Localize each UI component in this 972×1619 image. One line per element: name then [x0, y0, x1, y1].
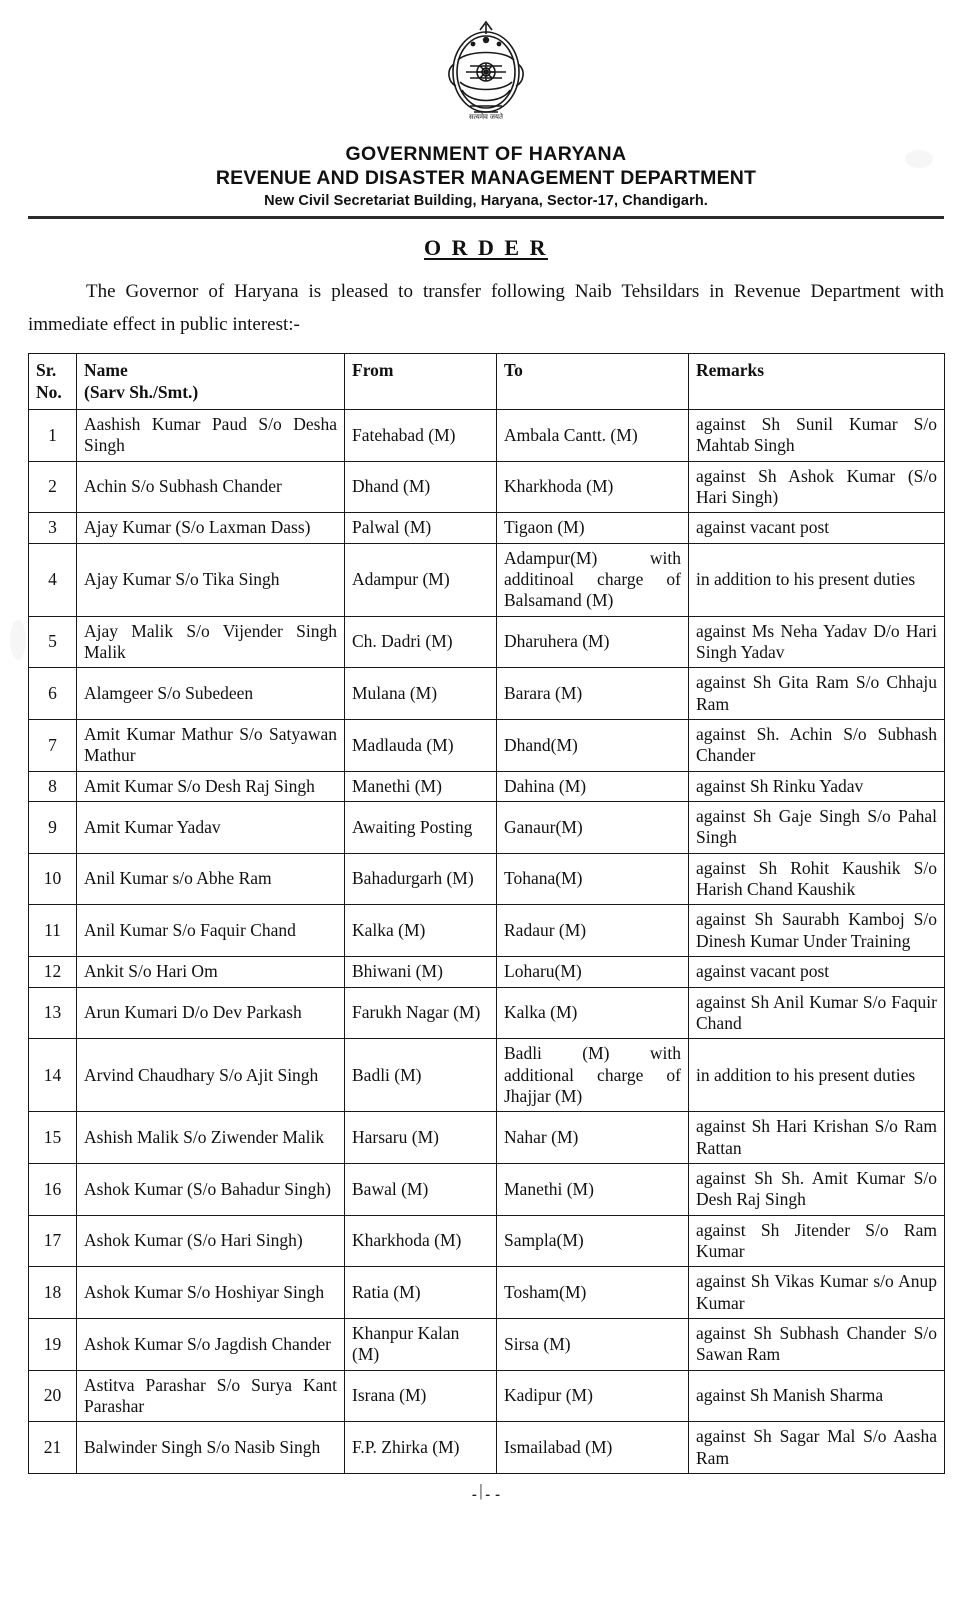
cell-from: Palwal (M) [345, 513, 497, 543]
order-heading: O R D E R [424, 234, 548, 260]
cell-to: Dahina (M) [497, 771, 689, 801]
cell-sr-no: 8 [29, 771, 77, 801]
table-row [29, 1215, 945, 1267]
cell-to: Sampla(M) [497, 1215, 689, 1267]
cell-to: Adampur(M) with additinoal charge of Balsamand (M) [497, 543, 689, 616]
cell-sr-no: 19 [29, 1318, 77, 1370]
table-row [29, 905, 945, 957]
cell-name: Alamgeer S/o Subedeen [77, 668, 345, 720]
cell-to: Ambala Cantt. (M) [497, 409, 689, 461]
cell-from: Fatehabad (M) [345, 409, 497, 461]
cell-from: Kalka (M) [345, 905, 497, 957]
cell-remarks: against Sh Jitender S/o Ram Kumar [689, 1215, 945, 1267]
cell-to: Tigaon (M) [497, 513, 689, 543]
table-row [29, 409, 945, 461]
table-row [29, 957, 945, 987]
cell-sr-no: 16 [29, 1163, 77, 1215]
cell-from: Adampur (M) [345, 543, 497, 616]
cell-from: Manethi (M) [345, 771, 497, 801]
cell-name: Achin S/o Subhash Chander [77, 461, 345, 513]
cell-to: Tosham(M) [497, 1267, 689, 1319]
cell-from: Kharkhoda (M) [345, 1215, 497, 1267]
cell-sr-no: 14 [29, 1039, 77, 1112]
page-footer-mark: ۔۔|۔ [469, 1481, 503, 1501]
cell-from: Harsaru (M) [345, 1112, 497, 1164]
cell-sr-no: 11 [29, 905, 77, 957]
table-row [29, 543, 945, 616]
cell-from: Awaiting Posting [345, 802, 497, 854]
cell-to: Tohana(M) [497, 853, 689, 905]
table-row [29, 513, 945, 543]
cell-remarks: against Sh Vikas Kumar s/o Anup Kumar [689, 1267, 945, 1319]
table-row [29, 802, 945, 854]
cell-sr-no: 12 [29, 957, 77, 987]
cell-remarks: against vacant post [689, 957, 945, 987]
table-row [29, 461, 945, 513]
paper-smudge [10, 620, 26, 660]
table-row [29, 853, 945, 905]
cell-from: Khanpur Kalan (M) [345, 1318, 497, 1370]
cell-name: Arvind Chaudhary S/o Ajit Singh [77, 1039, 345, 1112]
cell-remarks: against Sh Rinku Yadav [689, 771, 945, 801]
column-header-sr-no [29, 354, 77, 410]
cell-sr-no: 21 [29, 1422, 77, 1474]
cell-name: Ashok Kumar (S/o Bahadur Singh) [77, 1163, 345, 1215]
cell-name: Arun Kumari D/o Dev Parkash [77, 987, 345, 1039]
cell-remarks: against Sh Gaje Singh S/o Pahal Singh [689, 802, 945, 854]
cell-to: Kharkhoda (M) [497, 461, 689, 513]
order-intro [28, 275, 944, 342]
cell-remarks: against Sh Gita Ram S/o Chhaju Ram [689, 668, 945, 720]
emblem-container [28, 10, 944, 138]
cell-name: Amit Kumar S/o Desh Raj Singh [77, 771, 345, 801]
cell-to: Dharuhera (M) [497, 616, 689, 668]
cell-from: Ratia (M) [345, 1267, 497, 1319]
cell-from: Badli (M) [345, 1039, 497, 1112]
table-row [29, 987, 945, 1039]
cell-name: Anil Kumar s/o Abhe Ram [77, 853, 345, 905]
cell-sr-no: 15 [29, 1112, 77, 1164]
svg-text:सत्यमेव जयते: सत्यमेव जयते [469, 113, 503, 121]
cell-remarks: against Sh. Achin S/o Subhash Chander [689, 720, 945, 772]
header-divider [28, 216, 944, 219]
table-row [29, 1318, 945, 1370]
column-header-name-line1: Name [84, 360, 128, 381]
cell-from: Dhand (M) [345, 461, 497, 513]
column-header-name [77, 354, 345, 410]
cell-from: Ch. Dadri (M) [345, 616, 497, 668]
cell-from: Mulana (M) [345, 668, 497, 720]
cell-remarks: against Sh Sh. Amit Kumar S/o Desh Raj Singh [689, 1163, 945, 1215]
cell-to: Badli (M) with additional charge of Jhajjar (M) [497, 1039, 689, 1112]
cell-to: Loharu(M) [497, 957, 689, 987]
cell-from: Bahadurgarh (M) [345, 853, 497, 905]
cell-sr-no: 17 [29, 1215, 77, 1267]
cell-remarks: against Sh Rohit Kaushik S/o Harish Chand Kaushik [689, 853, 945, 905]
cell-to: Sirsa (M) [497, 1318, 689, 1370]
cell-name: Amit Kumar Mathur S/o Satyawan Mathur [77, 720, 345, 772]
cell-remarks: against vacant post [689, 513, 945, 543]
table-header-row [29, 354, 945, 410]
cell-sr-no: 4 [29, 543, 77, 616]
cell-to: Ismailabad (M) [497, 1422, 689, 1474]
cell-sr-no: 9 [29, 802, 77, 854]
cell-remarks: against Sh Anil Kumar S/o Faquir Chand [689, 987, 945, 1039]
cell-sr-no: 13 [29, 987, 77, 1039]
cell-sr-no: 1 [29, 409, 77, 461]
table-row [29, 1267, 945, 1319]
cell-name: Ashish Malik S/o Ziwender Malik [77, 1112, 345, 1164]
table-header [29, 354, 945, 410]
cell-remarks: against Sh Sunil Kumar S/o Mahtab Singh [689, 409, 945, 461]
cell-sr-no: 5 [29, 616, 77, 668]
cell-name: Ajay Malik S/o Vijender Singh Malik [77, 616, 345, 668]
cell-sr-no: 20 [29, 1370, 77, 1422]
cell-name: Ashok Kumar S/o Hoshiyar Singh [77, 1267, 345, 1319]
cell-name: Astitva Parashar S/o Surya Kant Parashar [77, 1370, 345, 1422]
cell-to: Nahar (M) [497, 1112, 689, 1164]
cell-name: Aashish Kumar Paud S/o Desha Singh [77, 409, 345, 461]
cell-from: Bhiwani (M) [345, 957, 497, 987]
cell-name: Ajay Kumar (S/o Laxman Dass) [77, 513, 345, 543]
cell-from: F.P. Zhirka (M) [345, 1422, 497, 1474]
column-header-sr-line2: No. [36, 381, 62, 402]
table-row [29, 720, 945, 772]
cell-sr-no: 7 [29, 720, 77, 772]
cell-remarks: against Sh Ashok Kumar (S/o Hari Singh) [689, 461, 945, 513]
cell-remarks: against Sh Subhash Chander S/o Sawan Ram [689, 1318, 945, 1370]
cell-remarks: in addition to his present duties [689, 1039, 945, 1112]
cell-to: Kadipur (M) [497, 1370, 689, 1422]
department-address: New Civil Secretariat Building, Haryana, Sector-17, Chandigarh. [264, 192, 708, 209]
table-row [29, 616, 945, 668]
cell-from: Israna (M) [345, 1370, 497, 1422]
table-row [29, 1163, 945, 1215]
cell-sr-no: 3 [29, 513, 77, 543]
cell-to: Dhand(M) [497, 720, 689, 772]
government-name: GOVERNMENT OF HARYANA [345, 143, 627, 165]
column-header-to: To [497, 354, 689, 410]
cell-from: Madlauda (M) [345, 720, 497, 772]
cell-to: Barara (M) [497, 668, 689, 720]
cell-to: Radaur (M) [497, 905, 689, 957]
table-row [29, 668, 945, 720]
transfer-table [28, 353, 945, 1474]
cell-remarks: against Sh Sagar Mal S/o Aasha Ram [689, 1422, 945, 1474]
table-row [29, 1112, 945, 1164]
cell-remarks: against Ms Neha Yadav D/o Hari Singh Yadav [689, 616, 945, 668]
cell-sr-no: 2 [29, 461, 77, 513]
national-emblem-icon [440, 20, 532, 128]
cell-remarks: in addition to his present duties [689, 543, 945, 616]
cell-name: Ashok Kumar S/o Jagdish Chander [77, 1318, 345, 1370]
department-name: REVENUE AND DISASTER MANAGEMENT DEPARTMENT [215, 167, 757, 190]
table-body [29, 409, 945, 1473]
letterhead [28, 142, 944, 209]
cell-from: Farukh Nagar (M) [345, 987, 497, 1039]
column-header-name-line2: (Sarv Sh./Smt.) [84, 381, 199, 402]
cell-name: Amit Kumar Yadav [77, 802, 345, 854]
cell-sr-no: 10 [29, 853, 77, 905]
column-header-from: From [345, 354, 497, 410]
cell-name: Ankit S/o Hari Om [77, 957, 345, 987]
column-header-remarks: Remarks [689, 354, 945, 410]
cell-sr-no: 18 [29, 1267, 77, 1319]
cell-remarks: against Sh Hari Krishan S/o Ram Rattan [689, 1112, 945, 1164]
cell-to: Kalka (M) [497, 987, 689, 1039]
table-row [29, 1422, 945, 1474]
cell-name: Ajay Kumar S/o Tika Singh [77, 543, 345, 616]
cell-name: Anil Kumar S/o Faquir Chand [77, 905, 345, 957]
cell-remarks: against Sh Manish Sharma [689, 1370, 945, 1422]
table-row [29, 1370, 945, 1422]
cell-to: Ganaur(M) [497, 802, 689, 854]
column-header-sr-line1: Sr. [36, 360, 57, 381]
order-intro-text: The Governor of Haryana is pleased to transfer following Naib Tehsildars in Revenue Department with immediate effect in public interest:- [28, 280, 944, 335]
cell-remarks: against Sh Saurabh Kamboj S/o Dinesh Kumar Under Training [689, 905, 945, 957]
table-row [29, 771, 945, 801]
cell-name: Balwinder Singh S/o Nasib Singh [77, 1422, 345, 1474]
table-row [29, 1039, 945, 1112]
cell-name: Ashok Kumar (S/o Hari Singh) [77, 1215, 345, 1267]
cell-to: Manethi (M) [497, 1163, 689, 1215]
cell-from: Bawal (M) [345, 1163, 497, 1215]
cell-sr-no: 6 [29, 668, 77, 720]
